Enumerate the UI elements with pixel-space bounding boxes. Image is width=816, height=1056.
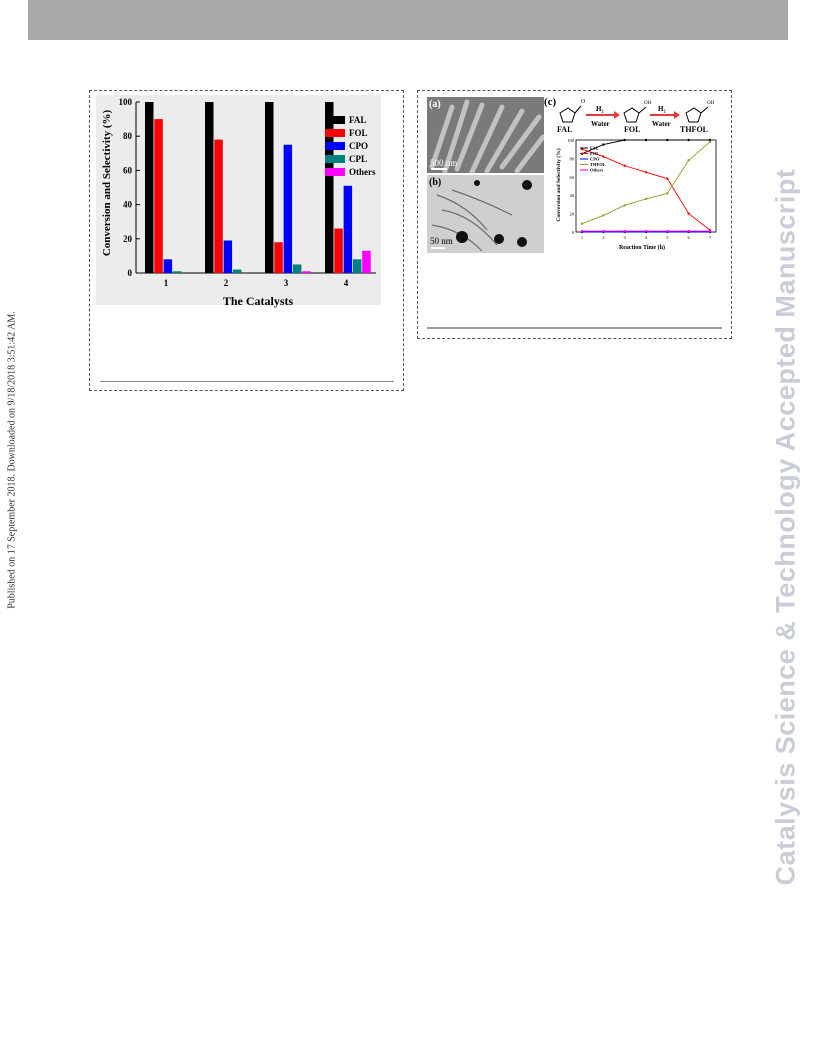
bar-cpl-4 [353,259,362,273]
bar-fol-3 [274,242,283,273]
thfol-group-label: OH [707,101,715,106]
bar-fal-1 [145,102,154,273]
step1-solvent: Water [591,120,610,128]
compound-fal: FAL [557,125,573,134]
point-thfol [602,214,604,216]
legend-label-cpo: CPO [590,156,600,162]
point-others [666,230,668,232]
legend-label-fal: FAL [349,115,367,125]
bar-cpo-1 [164,259,173,273]
y-tick-label: 20 [123,233,132,244]
x-tick-label: 1 [163,278,169,288]
tem-image-b [427,175,544,253]
figure-panel-left [89,90,404,391]
legend-swatch-fol [325,129,345,137]
point-fol [687,212,689,214]
bar-cpl-3 [293,264,302,273]
arrowhead-2 [674,111,680,119]
line-chart-series [581,139,711,233]
panel-a-label: (a) [429,99,441,110]
y-tick-label: 80 [569,156,574,162]
y-tick-label: 100 [118,97,132,107]
bar-cpo-2 [224,241,233,273]
bar-fol-2 [214,140,223,273]
bar-fol-1 [154,119,163,273]
x-tick-label: 3 [283,278,289,288]
point-fol [645,171,647,173]
y-tick-label: 0 [571,230,574,235]
scale-bar-a [431,168,447,170]
bar-fol-4 [334,229,343,273]
bar-cpl-2 [233,270,242,273]
panel-b-label: (b) [429,177,442,188]
bar-others-4 [362,251,371,273]
fal-group-label: O [581,99,586,105]
x-tick-label: 5 [666,235,669,240]
line-chart-x-label: Reaction Time (h) [618,245,666,251]
header-bar [28,0,788,40]
fol-group-label: OH [644,101,652,106]
y-tick-label: 100 [567,138,574,143]
y-tick-label: 0 [127,268,132,278]
panel-c [544,93,728,258]
point-thfol [666,192,668,194]
legend-label-thfol: THFOL [590,162,606,167]
legend-swatch-cpo [325,142,345,150]
compound-thfol: THFOL [680,125,709,134]
sem-image-a [427,97,544,173]
bar-fal-3 [265,102,274,273]
legend-label-fol: FOL [349,128,368,138]
x-tick-label: 6 [687,235,690,240]
point-thfol [645,198,647,200]
y-tick-label: 60 [569,174,574,180]
point-others [645,230,647,232]
legend-label-fal: FAL [590,145,599,151]
step1-reagent: H₂ [596,105,604,113]
legend-label-fol: FOL [590,151,600,156]
furfuryl-alcohol-structure [624,101,652,122]
panel-c-label: (c) [544,96,557,108]
bar-fal-2 [205,102,214,273]
y-tick-label: 80 [123,131,132,142]
line-chart-y-label: Conversion and Selectivity (%) [556,148,562,222]
point-others [581,230,583,232]
panel-b-scale: 50 nm [430,236,453,246]
legend-label-cpl: CPL [349,154,367,164]
y-tick-label: 20 [569,211,574,217]
point-fal [645,139,647,141]
legend-label-others: Others [349,167,376,177]
point-others [623,230,625,232]
x-tick-label: 1 [580,235,584,240]
reaction-scheme [557,99,715,134]
bar-fal-4 [325,102,334,273]
legend-swatch-fal [325,116,345,124]
panel-a-scale: 500 nm [430,158,458,168]
series-line-thfol [582,142,710,224]
bar-chart [90,91,403,390]
point-fol [602,155,604,157]
series-line-fal [582,140,710,154]
point-thfol [687,159,689,161]
bar-cpo-4 [344,186,353,273]
tetrahydrofurfuryl-alcohol-structure [686,101,715,122]
point-fal [666,139,668,141]
y-tick-label: 40 [123,199,132,210]
y-tick-label: 40 [569,193,574,199]
point-others [602,230,604,232]
x-tick-label: 4 [343,278,349,288]
step2-solvent: Water [652,120,671,128]
x-tick-label: 2 [602,235,605,240]
point-others [687,230,689,232]
legend-swatch-others [325,168,345,176]
bar-chart-x-label: The Catalysts [222,294,294,308]
publication-note: Published on 17 September 2018. Downloaded on 9/18/2018 3:51:42 AM. [6,311,18,609]
point-thfol [709,141,711,143]
point-others [709,230,711,232]
compound-fol: FOL [624,125,641,134]
point-fol [623,165,625,167]
point-fal [623,139,625,141]
point-thfol [581,223,583,225]
caption-rule [100,381,394,382]
arrowhead-1 [614,111,620,119]
x-tick-label: 4 [644,235,648,240]
legend-swatch-cpl [325,155,345,163]
x-tick-label: 3 [623,235,626,240]
bar-cpl-1 [173,271,182,273]
caption-rule [427,327,722,329]
point-fal [687,139,689,141]
figure-panel-right [417,90,732,339]
bar-chart-y-label: Conversion and Selectivity (%) [101,109,113,257]
x-tick-label: 2 [223,278,229,288]
point-thfol [623,204,625,206]
bar-others-3 [302,271,311,273]
scale-bar-b [431,247,445,249]
furfural-structure [560,99,586,122]
legend-label-cpo: CPO [349,141,368,151]
step2-reagent: H₂ [658,105,666,113]
point-fol [666,177,668,179]
x-tick-label: 7 [708,235,712,240]
legend-label-others: Others [590,167,604,173]
bar-cpo-3 [284,145,293,273]
journal-watermark: Catalysis Science & Technology Accepted Manuscript [770,168,801,886]
point-fal [602,143,604,145]
y-tick-label: 60 [123,165,132,176]
